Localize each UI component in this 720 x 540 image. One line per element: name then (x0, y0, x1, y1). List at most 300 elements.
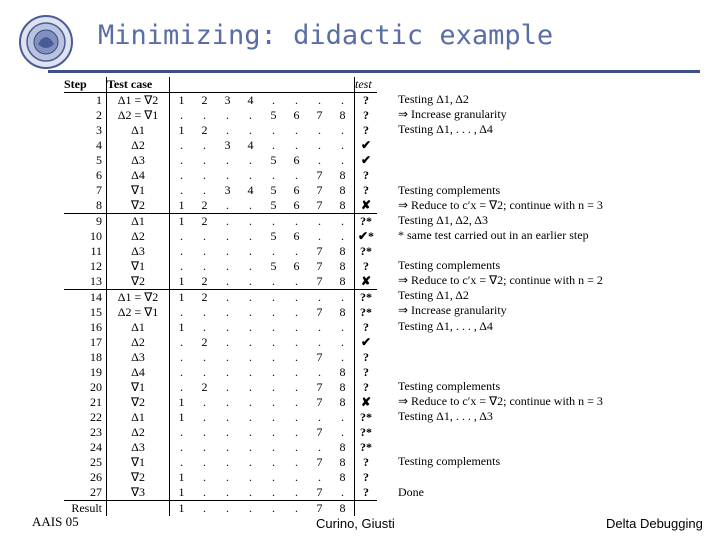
change-cell: . (331, 290, 355, 306)
change-cell: . (318, 229, 321, 243)
change-cell: . (331, 350, 355, 365)
change-cell: 7 (316, 244, 323, 258)
table-header-row (64, 77, 377, 93)
test-outcome: ? (363, 108, 369, 122)
test-case: ∇3 (107, 485, 170, 501)
change-cell: . (285, 290, 308, 306)
change-cell: 2 (201, 274, 208, 288)
change-cell: . (226, 335, 229, 349)
change-cell: 1 (170, 214, 194, 230)
change-cell: . (226, 274, 229, 288)
step-number: 21 (64, 395, 107, 410)
change-cell: . (203, 259, 206, 273)
change-cell: . (249, 380, 252, 394)
step-number: 14 (64, 290, 107, 306)
change-cell: 6 (293, 259, 300, 273)
change-cell: 8 (331, 274, 355, 290)
change-cell: . (249, 320, 252, 334)
change-cell: . (239, 290, 262, 306)
change-cell: . (226, 259, 229, 273)
step-number: 5 (64, 153, 107, 168)
test-outcome: ? (363, 93, 369, 107)
annotation-note: ⇒ Reduce to c′x = ∇2; continue with n = 3 (398, 394, 603, 408)
change-cell: . (295, 470, 298, 484)
change-cell: 5 (270, 153, 277, 167)
change-cell: . (226, 485, 229, 499)
slide-title: Minimizing: didactic example (98, 20, 554, 51)
change-cell: . (180, 138, 183, 152)
change-cell: . (203, 410, 206, 424)
step-number: 8 (64, 198, 107, 214)
table-row (64, 350, 377, 365)
test-outcome: ✘ (360, 274, 372, 288)
change-cell: 1 (178, 320, 185, 334)
change-cell: . (180, 440, 183, 454)
change-cell: 1 (178, 485, 185, 499)
change-cell: 8 (331, 380, 355, 395)
change-cell: . (272, 425, 275, 439)
change-cell: . (249, 153, 252, 167)
table-row (64, 380, 377, 395)
test-case: ∇1 (107, 259, 170, 274)
change-cell: . (203, 320, 206, 334)
change-cell: . (203, 229, 206, 243)
change-cell: . (318, 470, 321, 484)
test-outcome: ? (363, 455, 369, 469)
change-cell: . (295, 425, 298, 439)
change-cell: . (249, 123, 252, 137)
change-cell: . (180, 259, 183, 273)
change-cell: . (295, 305, 298, 319)
annotation-note: Testing Δ1, . . . , Δ4 (398, 122, 493, 137)
change-cell: . (272, 440, 275, 454)
change-cell: . (295, 168, 298, 182)
test-outcome: ✔* (357, 229, 375, 243)
annotation-note: Testing Δ1, Δ2 (398, 288, 469, 303)
change-cell: . (203, 470, 206, 484)
change-cell: . (203, 440, 206, 454)
change-cell: . (203, 153, 206, 167)
change-cell: . (295, 455, 298, 469)
change-cell: 7 (316, 259, 323, 273)
university-seal-logo (18, 14, 74, 70)
change-cell: . (226, 305, 229, 319)
step-number: 6 (64, 168, 107, 183)
test-outcome: ? (363, 485, 369, 499)
annotation-note: ⇒ Increase granularity (398, 303, 507, 318)
change-cell: 7 (316, 305, 323, 319)
change-cell: 7 (316, 485, 323, 499)
change-cell: . (226, 425, 229, 439)
change-cell: . (226, 470, 229, 484)
change-cell: 7 (316, 183, 323, 197)
annotation-note: Testing Δ1, Δ2 (398, 92, 469, 106)
change-cell: . (249, 485, 252, 499)
change-cell: . (226, 365, 229, 379)
change-cell: 2 (201, 198, 208, 212)
test-case: Δ2 (107, 138, 170, 153)
test-case: Δ2 (107, 229, 170, 244)
change-cell: . (318, 320, 321, 334)
change-cell: . (318, 153, 321, 167)
change-cell: . (318, 365, 321, 379)
test-case: ∇2 (107, 395, 170, 410)
change-cell: . (180, 108, 183, 122)
change-cell: . (180, 335, 183, 349)
annotation-note: ⇒ Reduce to c′x = ∇2; continue with n = 2 (398, 273, 603, 288)
change-cell: 8 (331, 395, 355, 410)
change-cell: . (272, 470, 275, 484)
change-cell: 4 (247, 138, 254, 152)
change-cell: . (180, 244, 183, 258)
change-cell: . (272, 365, 275, 379)
change-cell: . (249, 305, 252, 319)
table-row (64, 290, 377, 306)
test-case: Δ1 = ∇2 (107, 290, 170, 306)
change-cell: . (272, 395, 275, 409)
change-cell: . (331, 320, 355, 335)
test-outcome: ? (363, 183, 369, 197)
change-cell: . (203, 425, 206, 439)
test-outcome: ✘ (360, 198, 372, 212)
annotation-note: Testing Δ1, . . . , Δ4 (398, 318, 493, 333)
change-cell: . (295, 138, 298, 152)
test-case: Δ4 (107, 168, 170, 183)
change-cell: 2 (193, 290, 216, 306)
table-row (64, 455, 377, 470)
table-row (64, 168, 377, 183)
annotation-note: Done (398, 484, 424, 499)
change-cell: . (272, 410, 275, 424)
change-cell: 6 (293, 153, 300, 167)
test-case: Δ2 (107, 335, 170, 350)
test-outcome: ? (363, 470, 369, 484)
table-row (64, 485, 377, 501)
step-number: 13 (64, 274, 107, 290)
change-cell: . (262, 290, 285, 306)
table-row (64, 93, 377, 109)
table-row (64, 305, 377, 320)
step-number: 4 (64, 138, 107, 153)
change-cell: 8 (331, 365, 355, 380)
change-cell: . (295, 350, 298, 364)
annotation-note: Testing Δ1, . . . , Δ3 (398, 409, 493, 424)
change-cell: . (295, 410, 298, 424)
test-outcome: ?* (355, 214, 378, 230)
change-cell: . (226, 123, 229, 137)
step-number: 19 (64, 365, 107, 380)
change-cell: . (203, 365, 206, 379)
step-number: 24 (64, 440, 107, 455)
change-cell: 3 (224, 138, 231, 152)
test-case: Δ2 (107, 425, 170, 440)
change-cell: . (295, 380, 298, 394)
change-cell: . (318, 93, 321, 107)
change-cell: . (249, 274, 252, 288)
change-cell: . (239, 501, 262, 517)
change-cell: . (226, 410, 229, 424)
test-outcome: ?* (360, 244, 372, 258)
change-cell: . (226, 380, 229, 394)
change-cell: . (272, 123, 275, 137)
table-row (64, 244, 377, 259)
change-cell: . (249, 455, 252, 469)
change-cell: . (249, 335, 252, 349)
change-cell: . (295, 274, 298, 288)
change-cell: . (180, 305, 183, 319)
change-cell: . (295, 365, 298, 379)
test-case: ∇1 (107, 455, 170, 470)
step-number: 2 (64, 108, 107, 123)
change-cell: 1 (178, 470, 185, 484)
test-case: Δ3 (107, 244, 170, 259)
change-cell: . (331, 485, 355, 501)
change-cell: . (249, 365, 252, 379)
change-cell: 8 (331, 305, 355, 320)
change-cell: . (295, 93, 298, 107)
change-cell: . (180, 229, 183, 243)
change-cell: . (249, 440, 252, 454)
footer-topic: Delta Debugging (606, 516, 703, 531)
change-cell: . (203, 244, 206, 258)
change-cell: . (226, 168, 229, 182)
change-cell: 8 (331, 183, 355, 198)
test-case: ∇1 (107, 380, 170, 395)
header-test: test (355, 77, 378, 93)
change-cell: . (331, 138, 355, 153)
change-cell: 8 (331, 455, 355, 470)
annotation-note: * same test carried out in an earlier step (398, 227, 589, 242)
change-cell: . (180, 425, 183, 439)
change-cell: . (180, 380, 183, 394)
annotation-note: ⇒ Increase granularity (398, 107, 507, 122)
test-outcome: ?* (360, 305, 372, 319)
change-cell: . (308, 290, 331, 306)
header-test-case: Test case (107, 77, 170, 93)
change-cell: . (226, 229, 229, 243)
table-result-row (64, 501, 377, 517)
table-row (64, 123, 377, 138)
change-cell: . (272, 335, 275, 349)
change-cell: . (272, 244, 275, 258)
table-row (64, 335, 377, 350)
change-cell: . (216, 214, 239, 230)
change-cell: . (308, 214, 331, 230)
step-table-container (64, 77, 386, 515)
change-cell: . (262, 501, 285, 517)
change-cell: . (331, 335, 355, 350)
change-cell: 7 (316, 455, 323, 469)
change-cell: . (203, 138, 206, 152)
change-cell: 8 (331, 198, 355, 214)
change-cell: . (180, 365, 183, 379)
change-cell: 5 (270, 198, 277, 212)
test-outcome (355, 501, 378, 517)
change-cell: . (226, 198, 229, 212)
change-cell: 2 (201, 335, 208, 349)
test-case: Δ1 (107, 410, 170, 425)
test-outcome: ✘ (360, 395, 372, 409)
change-cell: . (180, 183, 183, 197)
change-cell: . (249, 470, 252, 484)
test-case: ∇2 (107, 470, 170, 485)
change-cell: 8 (331, 108, 355, 123)
change-cell: . (331, 229, 355, 244)
change-cell: 7 (316, 350, 323, 364)
change-cell: 2 (201, 123, 208, 137)
change-cell: . (331, 153, 355, 168)
change-cell: . (249, 350, 252, 364)
step-number: 26 (64, 470, 107, 485)
step-number: 18 (64, 350, 107, 365)
change-cell: . (239, 214, 262, 230)
change-cell: . (295, 440, 298, 454)
table-row (64, 229, 377, 244)
change-cell: 1 (178, 395, 185, 409)
test-outcome: ✔ (360, 138, 372, 152)
step-number: 23 (64, 425, 107, 440)
change-cell: 2 (201, 380, 208, 394)
change-cell: 7 (316, 395, 323, 409)
change-cell: . (318, 410, 321, 424)
test-case: Δ1 (107, 214, 170, 230)
change-cell: . (203, 108, 206, 122)
change-cell: 5 (270, 229, 277, 243)
test-case: Δ2 = ∇1 (107, 108, 170, 123)
test-outcome: ? (363, 365, 369, 379)
test-outcome: ?* (355, 290, 378, 306)
table-row (64, 274, 377, 290)
change-cell: 7 (316, 108, 323, 122)
change-cell: . (203, 395, 206, 409)
step-number: 15 (64, 305, 107, 320)
change-cell: 5 (270, 259, 277, 273)
change-cell: . (295, 395, 298, 409)
change-cell: . (226, 455, 229, 469)
step-number: 22 (64, 410, 107, 425)
change-cell: 7 (316, 198, 323, 212)
test-case: Δ4 (107, 365, 170, 380)
change-cell: . (285, 214, 308, 230)
table-row (64, 425, 377, 440)
change-cell: . (226, 108, 229, 122)
test-outcome: ?* (360, 440, 372, 454)
change-cell: 3 (224, 183, 231, 197)
table-row (64, 365, 377, 380)
footer-course: AAIS 05 (32, 514, 79, 529)
change-cell: . (180, 168, 183, 182)
change-cell: . (272, 455, 275, 469)
table-row (64, 440, 377, 455)
change-cell: 1 (170, 501, 194, 517)
change-cell: 4 (247, 93, 254, 107)
test-outcome: ? (363, 350, 369, 364)
test-case: Δ3 (107, 153, 170, 168)
change-cell: . (249, 395, 252, 409)
table-row (64, 108, 377, 123)
test-outcome: ? (363, 259, 369, 273)
change-cell: . (295, 335, 298, 349)
change-cell: 7 (308, 501, 331, 517)
change-cell: 7 (316, 168, 323, 182)
annotation-note: Testing complements (398, 454, 501, 469)
test-case (107, 501, 170, 517)
change-cell: 6 (293, 229, 300, 243)
change-cell: . (272, 274, 275, 288)
change-cell: . (249, 244, 252, 258)
annotation-note: Testing complements (398, 378, 501, 393)
change-cell: . (180, 153, 183, 167)
change-cell: . (272, 380, 275, 394)
change-cell: . (249, 410, 252, 424)
test-case: Δ3 (107, 350, 170, 365)
table-row (64, 410, 377, 425)
change-cell: . (203, 485, 206, 499)
test-case: ∇2 (107, 198, 170, 214)
test-outcome: ?* (360, 425, 372, 439)
change-cell: . (226, 395, 229, 409)
change-cell: . (272, 350, 275, 364)
change-cell: . (285, 501, 308, 517)
table-row (64, 395, 377, 410)
change-cell: . (331, 214, 355, 230)
change-cell: . (295, 320, 298, 334)
change-cell: . (272, 93, 275, 107)
test-case: ∇2 (107, 274, 170, 290)
change-cell: . (295, 244, 298, 258)
title-underline (48, 70, 700, 73)
change-cell: . (249, 425, 252, 439)
change-cell: 8 (331, 470, 355, 485)
change-cell: 1 (170, 290, 194, 306)
change-cell: 6 (293, 108, 300, 122)
change-cell: 7 (316, 425, 323, 439)
step-number: 7 (64, 183, 107, 198)
change-cell: . (262, 214, 285, 230)
test-case: Δ3 (107, 440, 170, 455)
change-cell: . (331, 425, 355, 440)
table-row (64, 153, 377, 168)
change-cell: 5 (270, 108, 277, 122)
change-cell: . (318, 138, 321, 152)
change-cell: 1 (178, 198, 185, 212)
change-cell: . (272, 320, 275, 334)
change-cell: 7 (316, 380, 323, 394)
change-cell: . (249, 198, 252, 212)
step-number: 25 (64, 455, 107, 470)
change-cell: 8 (331, 168, 355, 183)
change-cell: 6 (293, 183, 300, 197)
annotation-note: Testing complements (398, 182, 501, 197)
footer-authors: Curino, Giusti (316, 516, 395, 531)
change-cell: 4 (247, 183, 254, 197)
change-cell: . (180, 350, 183, 364)
change-cell: . (295, 123, 298, 137)
change-cell: . (203, 183, 206, 197)
change-cell: 8 (331, 501, 355, 517)
change-cell: . (216, 290, 239, 306)
test-outcome: ✔ (360, 335, 372, 349)
test-outcome: ? (363, 123, 369, 137)
test-case: Δ1 = ∇2 (107, 93, 170, 109)
change-cell: . (272, 138, 275, 152)
step-number: 16 (64, 320, 107, 335)
test-outcome: ? (363, 380, 369, 394)
change-cell: . (180, 455, 183, 469)
change-cell: 7 (316, 274, 323, 288)
step-number: 10 (64, 229, 107, 244)
change-cell: 8 (331, 259, 355, 274)
